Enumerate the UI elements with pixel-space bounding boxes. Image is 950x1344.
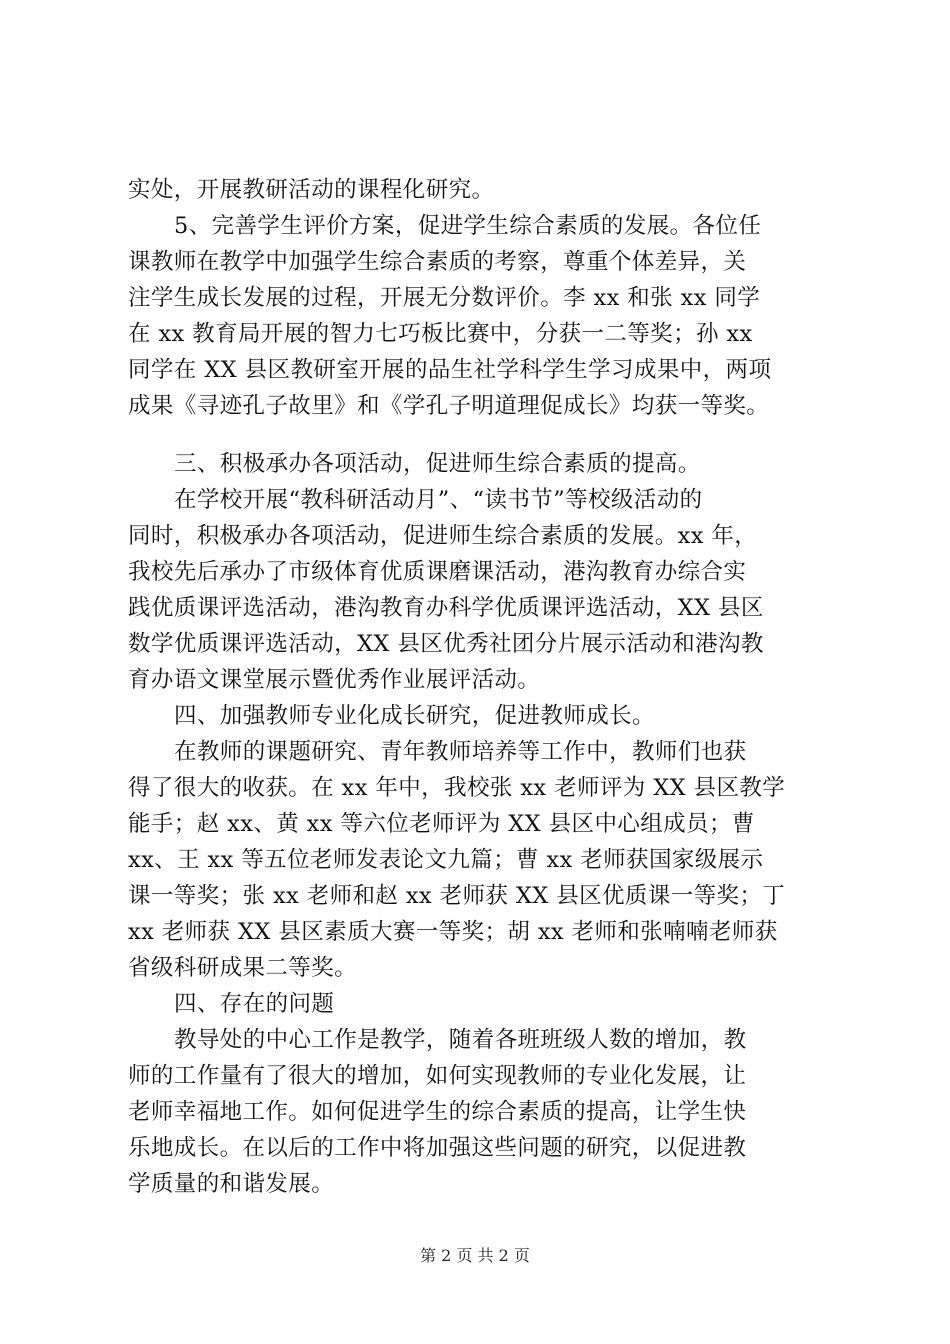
text-line: 在学校开展“教科研活动月”、“读书节”等校级活动的	[174, 487, 703, 513]
text-line: 在教师的课题研究、青年教师培养等工作中，教师们也获	[174, 739, 747, 765]
section-heading: 四、存在的问题	[174, 991, 335, 1017]
page-number-label: 第 2 页 共 2 页	[420, 1246, 530, 1265]
section-heading: 四、加强教师专业化成长研究，促进教师成长。	[174, 703, 655, 729]
text-line: 得了很大的收获。在 xx 年中，我校张 xx 老师评为 XX 县区教学	[128, 775, 786, 801]
text-line: xx 老师获 XX 县区素质大赛一等奖；胡 xx 老师和张喃喃老师获	[128, 919, 778, 945]
text-line: 同学在 XX 县区教研室开展的品生社学科学生学习成果中，两项	[128, 357, 772, 383]
text-line: 我校先后承办了市级体育优质课磨课活动，港沟教育办综合实	[128, 559, 747, 585]
text-line: 省级科研成果二等奖。	[128, 955, 358, 981]
text-line: 乐地成长。在以后的工作中将加强这些问题的研究，以促进教	[128, 1135, 747, 1161]
paragraph-gap	[128, 424, 828, 446]
text-line: 能手；赵 xx、黄 xx 等六位老师评为 XX 县区中心组成员；曹	[128, 811, 755, 837]
text-line: 学质量的和谐发展。	[128, 1171, 335, 1197]
text-line: 老师幸福地工作。如何促进学生的综合素质的提高，让学生快	[128, 1099, 747, 1125]
text-line: 践优质课评选活动，港沟教育办科学优质课评选活动，XX 县区	[128, 595, 764, 621]
text-line: 课一等奖；张 xx 老师和赵 xx 老师获 XX 县区优质课一等奖；丁	[128, 883, 786, 909]
text-line: 同时，积极承办各项活动，促进师生综合素质的发展。xx 年，	[128, 523, 758, 549]
document-body	[128, 172, 828, 1202]
text-line: 成果《寻迹孔子故里》和《学孔子明道理促成长》均获一等奖。	[128, 393, 770, 419]
text-line: 课教师在教学中加强学生综合素质的考察，尊重个体差异，关	[128, 249, 747, 275]
section-heading: 三、积极承办各项活动，促进师生综合素质的提高。	[174, 451, 701, 477]
text-line: 注学生成长发展的过程，开展无分数评价。李 xx 和张 xx 同学	[128, 285, 761, 311]
text-line: xx、王 xx 等五位老师发表论文九篇；曹 xx 老师获国家级展示	[128, 847, 764, 873]
text-line: 5、完善学生评价方案，促进学生综合素质的发展。各位任	[174, 213, 762, 239]
page-footer	[0, 1244, 950, 1268]
text-line: 教导处的中心工作是教学，随着各班班级人数的增加，教	[174, 1027, 747, 1053]
text-line: 师的工作量有了很大的增加，如何实现教师的专业化发展，让	[128, 1063, 747, 1089]
text-line: 数学优质课评选活动，XX 县区优秀社团分片展示活动和港沟教	[128, 631, 764, 657]
text-line: 育办语文课堂展示暨优秀作业展评活动。	[128, 667, 541, 693]
text-line: 在 xx 教育局开展的智力七巧板比赛中，分获一二等奖；孙 xx	[128, 321, 753, 347]
text-line: 实处，开展教研活动的课程化研究。	[128, 177, 495, 203]
